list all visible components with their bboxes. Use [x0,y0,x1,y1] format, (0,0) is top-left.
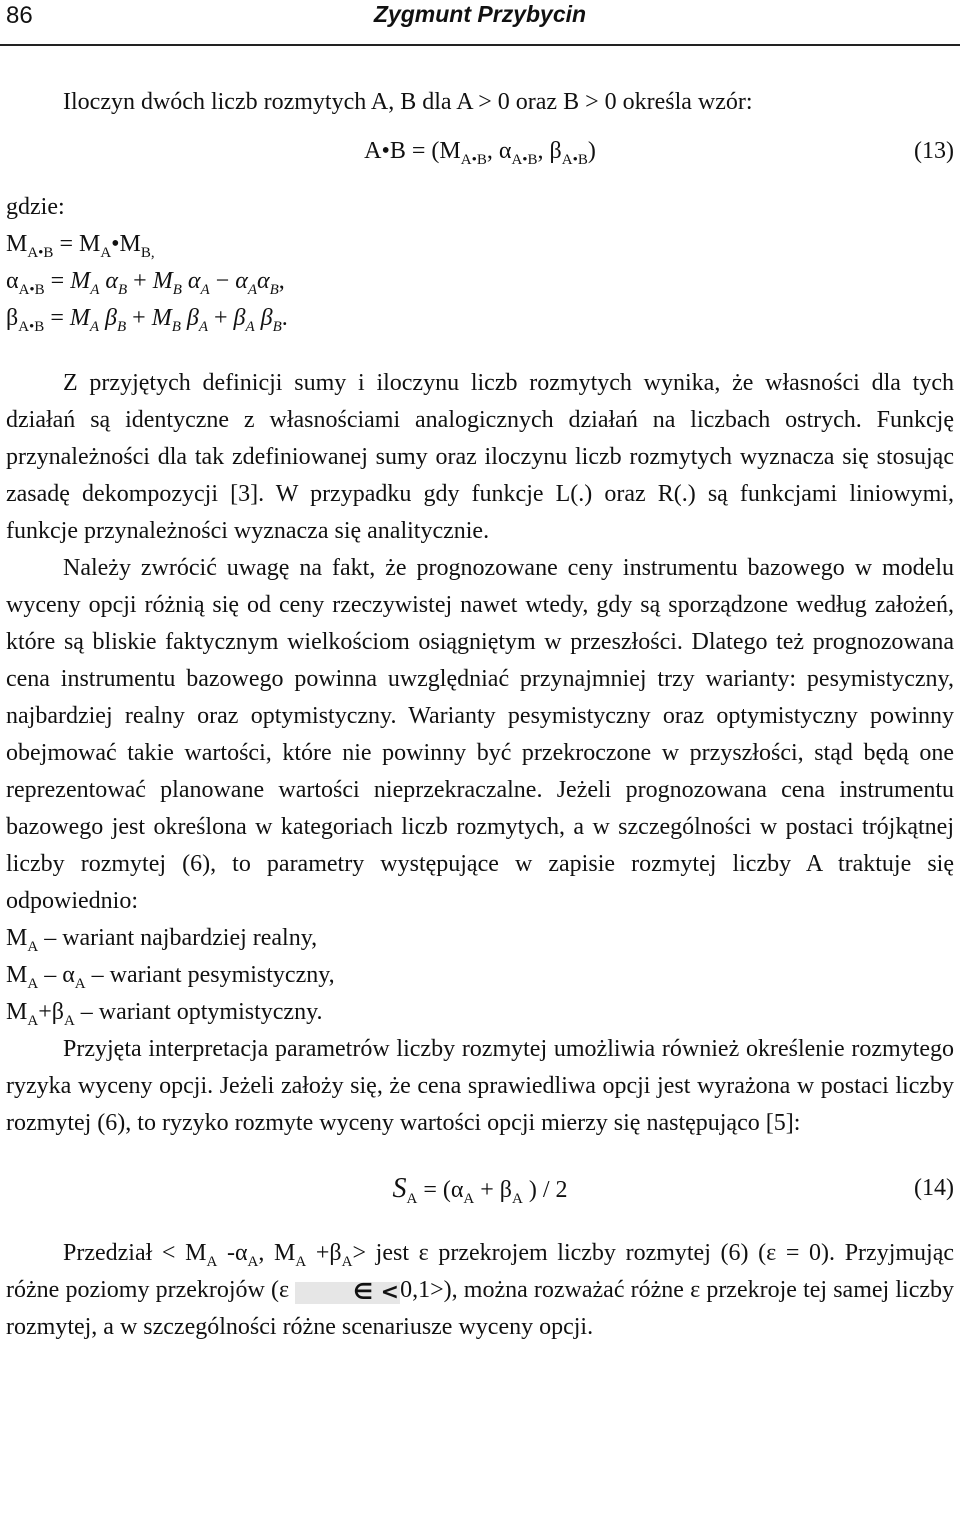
variant-realistic: $M_A$ – wariant najbardziej realny, [6,925,318,955]
equation-13 [6,133,954,170]
running-head: Zygmunt Przybycin [373,1,587,27]
equation-13-number: (13) [914,138,954,164]
element-of-icon: ∈ < [295,1282,400,1304]
paragraph-definitions: Z przyjętych definicji sumy i iloczynu liczb rozmytych wynika, że własności dla tych działań są identyczne z własnościami analogicznych działań na liczbach ostrych. Funkcję przynależności dla tak zdefiniowanej sumy oraz iloczynu liczb rozmytych wyznacza się stosując zasadę dekompozycji [3]. W przypadku gdy funkcje L(.) oraz R(.) są funkcjami liniowymi, funkcje przynależności wyznacza się analitycznie. [6,370,954,544]
m-product-definition: $M_{A•B}$ = $M_A•M_{B,}$ [6,231,155,261]
alpha-product-definition: $\alpha_{A•B} = M_A$ $\alpha_B + M_B$ $\alpha_A - \alpha_A\alpha_B$, [6,268,285,298]
page-header [0,0,960,46]
where-label: gdzie: [6,194,65,220]
paragraph-fuzzy-risk: Przyjęta interpretacja parametrów liczby rozmytej umożliwia również określenie rozmytego ryzyka wyceny opcji. Jeżeli założy się, że cena sprawiedliwa opcji jest wyrażona w postaci liczby rozmytej (6), to ryzyko rozmyte wyceny wartości opcji mierzy się następująco [5]: [6,1036,954,1136]
paragraph-forecast-variants: Należy zwrócić uwagę na fakt, że prognozowane ceny instrumentu bazowego w modelu wyceny opcji różnią się od ceny rzeczywistej nawet wtedy, gdy są sporządzone według założeń, które są bliskie faktycznym wielkościom osiągniętym w przeszłości. Dlatego też prognozowana cena instrumentu bazowego powinna uwzględniać przynajmniej trzy warianty: pesymistyczny, najbardziej realny oraz optymistyczny. Warianty pesymistyczny oraz optymistyczny powinny obejmować takie wartości, które nie powinny być przekroczone w przyszłości, stąd będą one reprezentować planowane wartości nieprzekraczalne. Jeżeli prognozowana cena instrumentu bazowego jest określona w kategoriach liczb rozmytych, a w szczególności w postaci trójkątnej liczby rozmytej (6), to parametry występujące w zapisie rozmytej liczby A traktuje się odpowiednio: [6,555,954,914]
equation-14-body: $S_A = (\alpha_A + \beta_A$ ) / 2 [392,1173,568,1207]
variant-optimistic: $M_A+\beta_A$ – wariant optymistyczny. [6,999,323,1029]
equation-14-number: (14) [914,1175,954,1201]
beta-product-definition: $\beta_{A•B} = M_A$ $\beta_B + M_B$ $\beta_A + \beta_A$ $\beta_B$. [6,305,288,335]
page-body [6,84,954,1346]
page-number: 86 [6,2,33,29]
variant-pessimistic: $M_A - \alpha_A$ – wariant pesymistyczny, [6,962,335,992]
equation-14 [6,1170,954,1207]
equation-13-body: A•B = ($M_{A•B}$, $\alpha_{A•B}$, $\beta_{A•B}$) [364,138,596,168]
paragraph-epsilon-cut: Przedział < $M_A$ $-\alpha_A$, $M_A +\beta_A>$ jest ε przekrojem liczby rozmytej (6) (ε = 0). Przyjmując różne poziomy przekrojów (ε ∈ <0,1>), można rozważać różne ε przekroje tej samej liczby rozmytej, a w szczególności różne scenariusze wyceny opcji. [6,1240,955,1340]
intro-sentence: Iloczyn dwóch liczb rozmytych A, B dla A > 0 oraz B > 0 określa wzór: [63,89,753,115]
